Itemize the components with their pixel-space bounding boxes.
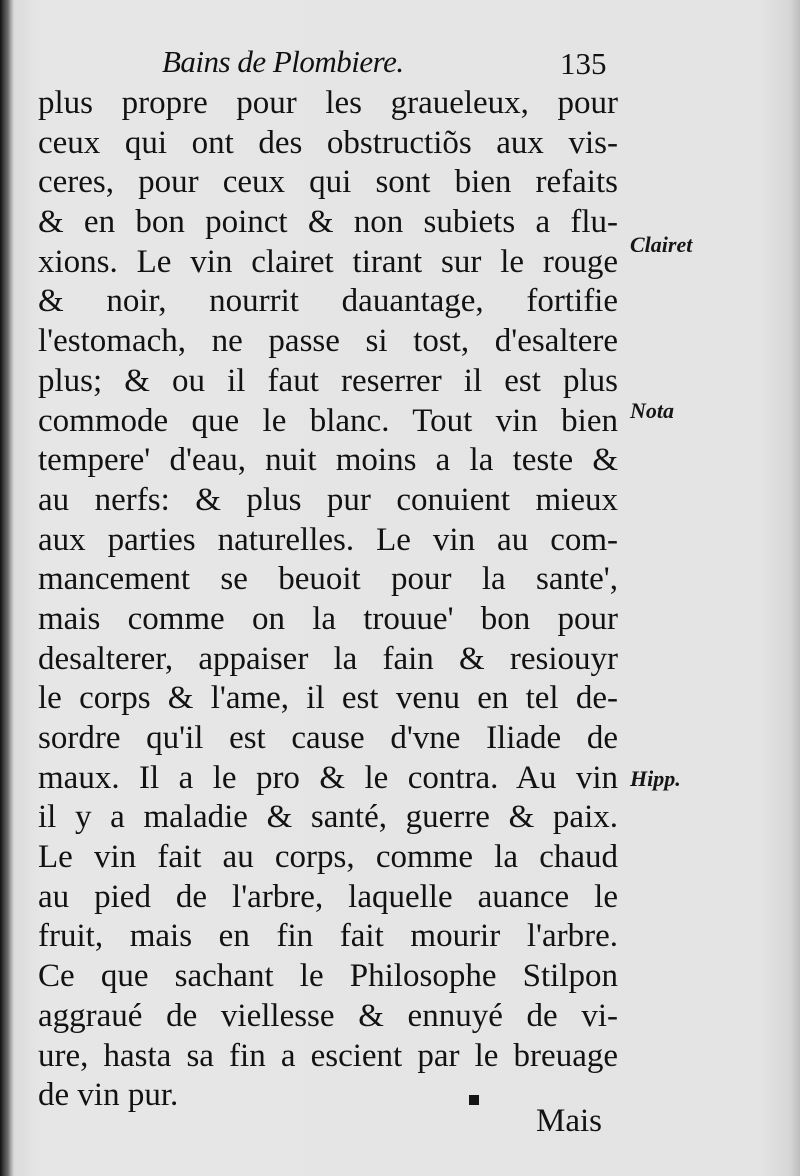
margin-note-nota: Nota	[630, 398, 674, 423]
text-line: au nerfs: & plus pur conuient mieux	[38, 481, 618, 518]
text-line: & noir, nourrit dauantage, fortifie	[38, 283, 618, 320]
text-line: & en bon poinct & non subiets a flu-	[38, 204, 618, 241]
text-line: sordre qu'il est cause d'vne Iliade de	[38, 720, 618, 756]
text-line: fruit, mais en fin fait mourir l'arbre.	[38, 918, 618, 955]
page-gutter-shadow	[0, 0, 14, 1176]
running-title: Bains de Plombiere.	[162, 44, 404, 79]
catchword: Mais	[536, 1103, 602, 1139]
text-line: ceres, pour ceux qui sont bien refaits	[38, 164, 618, 201]
text-line: le corps & l'ame, il est venu en tel de-	[38, 680, 618, 717]
text-line: plus; & ou il faut reserrer il est plus	[38, 362, 618, 399]
text-line: tempere' d'eau, nuit moins a la teste &	[38, 442, 618, 479]
printer-mark	[469, 1095, 479, 1105]
text-line: maux. Il a le pro & le contra. Au vin	[38, 759, 618, 796]
text-line: Ce que sachant le Philosophe Stilpon	[38, 958, 618, 995]
text-line: desalterer, appaiser la fain & resiouyr	[38, 640, 618, 677]
text-line: aux parties naturelles. Le vin au com-	[38, 521, 618, 558]
text-line: de vin pur.	[38, 1077, 179, 1114]
margin-note-hipp: Hipp.	[630, 766, 681, 791]
text-line: commode que le blanc. Tout vin bien	[38, 402, 618, 439]
text-line: Le vin fait au corps, comme la chaud	[38, 839, 618, 876]
body-text	[38, 84, 618, 1116]
text-line: au pied de l'arbre, laquelle auance le	[38, 878, 618, 915]
text-line: ceux qui ont des obstructiõs aux vis-	[38, 124, 618, 161]
text-line: xions. Le vin clairet tirant sur le rouge	[38, 243, 618, 280]
margin-note-clairet: Clairet	[630, 232, 693, 257]
text-line: plus propre pour les graueleux, pour	[38, 85, 618, 121]
text-line: aggraué de viellesse & ennuyé de vi-	[38, 997, 618, 1034]
page-number: 135	[560, 46, 607, 81]
text-line: il y a maladie & santé, guerre & paix.	[38, 799, 618, 836]
text-line: mancement se beuoit pour la sante',	[38, 561, 618, 598]
text-line: mais comme on la trouue' bon pour	[38, 600, 618, 637]
text-line: ure, hasta sa fin a escient par le breuage	[38, 1037, 618, 1074]
text-line: l'estomach, ne passe si tost, d'esaltere	[38, 323, 618, 360]
